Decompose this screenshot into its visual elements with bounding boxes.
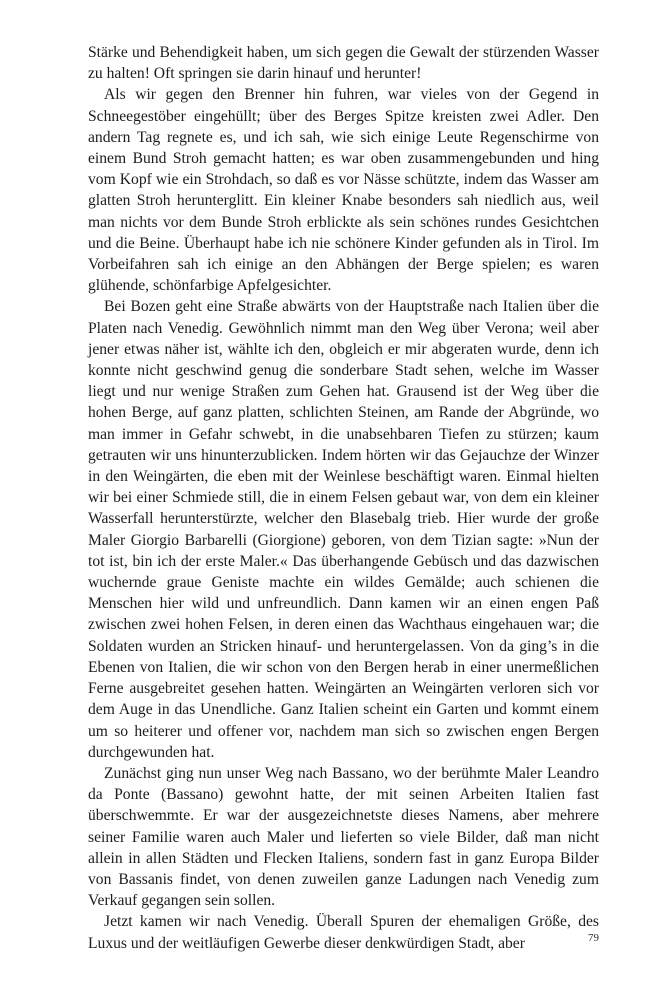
paragraph-brenner: Als wir gegen den Brenner hin fuhren, war vieles von der Gegend in Schneegestöber eingehüllt; über des Berges Spitze kreisten zwei Adler. Den andern Tag regnete es, und ich sah, wie sich einige Leute Regenschirme von einem Bund Stroh gemacht hatten; es war oben zusammengebunden und hing vom Kopf wie ein Strohdach, so daß es vor Nässe schützte, indem das Wasser am glatten Stroh herunterglitt. Ein kleiner Knabe besonders sah niedlich aus, weil man nichts vor dem Bunde Stroh erblickte als sein schönes rundes Gesichtchen und die Beine. Überhaupt habe ich nie schönere Kinder gefunden als in Tirol. Im Vorbeifahren sah ich einige an den Abhängen der Berge spielen; es waren glühende, schönfarbige Apfelgesichter. xyxy=(88,86,599,295)
paragraph-venedig: Jetzt kamen wir nach Venedig. Überall Spuren der ehemaligen Größe, des Luxus und der weitläufigen Gewerbe dieser denkwürdigen Stadt, aber xyxy=(88,913,599,952)
paragraph-bassano: Zunächst ging nun unser Weg nach Bassano, wo der berühmte Maler Leandro da Ponte (Bassano) gewohnt hatte, der mit seinen Arbeiten Italien fast überschwemmte. Er war der ausgezeichnetste dieses Namens, aber mehrere seiner Familie waren auch Maler und lieferten so viele Bilder, daß man nicht allein in allen Städten und Flecken Italiens, sondern fast in ganz Europa Bilder von Bassanis findet, von denen zuweilen ganze Ladungen nach Venedig zum Verkauf gegangen sein sollen. xyxy=(88,764,599,910)
paragraph-continuation: Stärke und Behendigkeit haben, um sich gegen die Gewalt der stürzenden Wasser zu halten! Oft springen sie darin hinauf und herunter! xyxy=(88,44,599,83)
page-number: 79 xyxy=(588,932,599,944)
paragraph-bozen: Bei Bozen geht eine Straße abwärts von der Hauptstraße nach Italien über die Platen nach Venedig. Gewöhnlich nimmt man den Weg über Verona; weil aber jener etwas näher ist, wählte ich den, obgleich er mir abgeraten wurde, denn ich konnte nicht geschwind genug die sonderbare Stadt sehen, welche im Wasser liegt und nur wenige Straßen zum Gehen hat. Grausend ist der Weg über die hohen Berge, auf ganz platten, schlichten Steinen, am Rande der Abgründe, wo man immer in Gefahr schwebt, in die unabsehbaren Tiefen zu stürzen; kaum getrauten wir uns hinunterzublicken. Indem hörten wir das Gejauchze der Winzer in den Weingärten, die eben mit der Weinlese beschäftigt waren. Einmal hielten wir bei einer Schmiede still, die in einem Felsen gebaut war, von dem ein kleiner Wasserfall herunterstürzte, welcher den Blasebalg trieb. Hier wurde der große Maler Giorgio Barbarelli (Giorgione) geboren, von dem Tizian sagte: »Nun der tot ist, bin ich der erste Maler.« Das überhangende Gebüsch und das dazwischen wuchernde graue Geniste machte ein wildes Gemälde; auch schienen die Menschen hier wild und unfreundlich. Dann kamen wir an einen engen Paß zwischen zwei hohen Felsen, in deren einen das Wachthaus eingehauen war; die Soldaten wurden an Stricken hinauf- und heruntergelassen. Von da ging’s in die Ebenen von Italien, die wir schon von den Bergen herab in einer unermeßlichen Ferne ausgebreitet gesehen hatten. Weingärten an Weingärten verloren sich vor dem Auge in das Unendliche. Ganz Italien scheint ein Garten und kommt einem um so heiterer und offener vor, nachdem man sich so zwischen engen Bergen durchgewunden hat. xyxy=(88,298,599,761)
page-body xyxy=(88,42,599,954)
